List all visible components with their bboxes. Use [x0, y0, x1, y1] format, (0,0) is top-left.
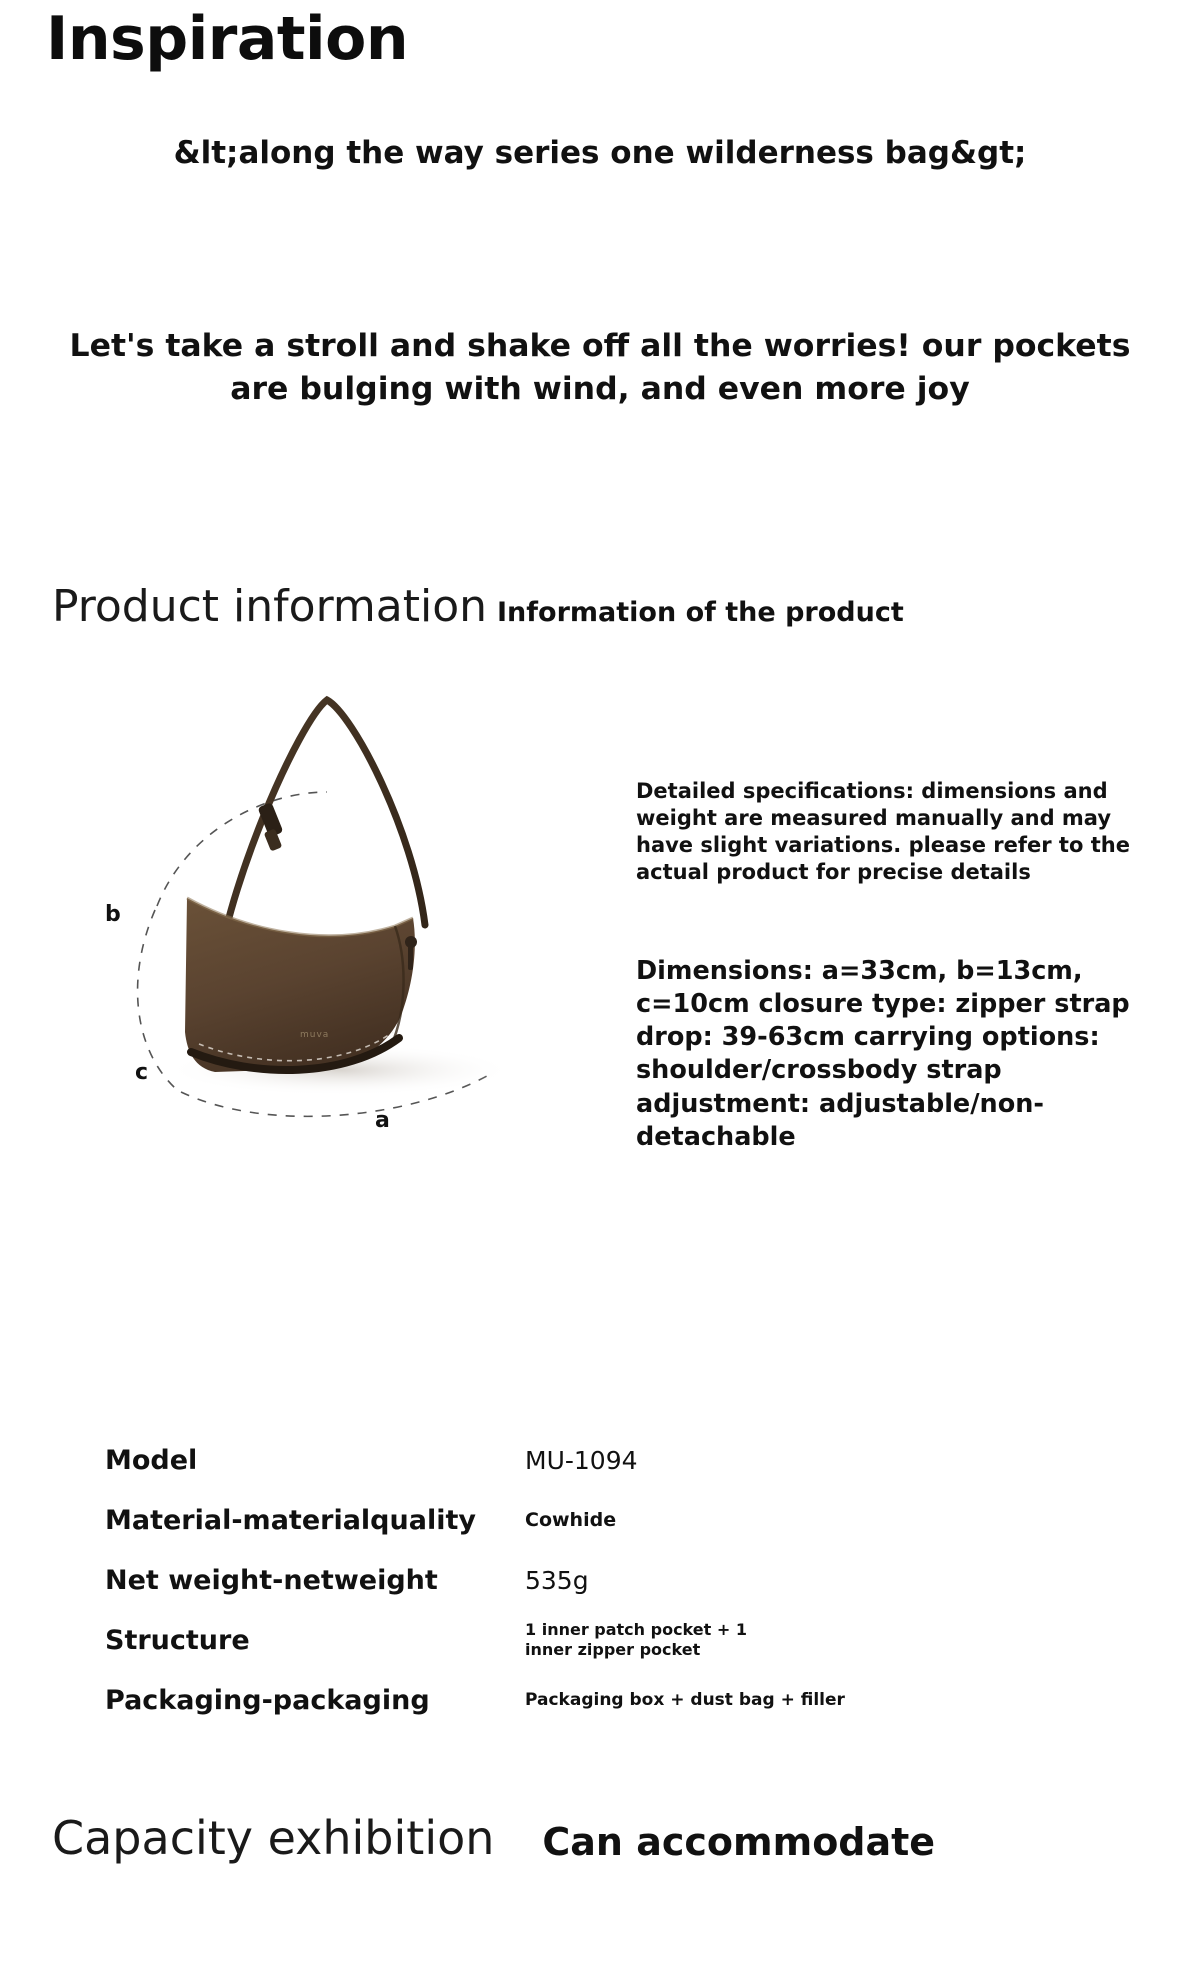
spec-key: Material-materialquality — [105, 1504, 476, 1536]
dimension-label-c: c — [135, 1060, 149, 1085]
product-information-heading-main: Product information — [52, 581, 487, 632]
table-row — [105, 1550, 1105, 1610]
spec-key: Packaging-packaging — [105, 1684, 430, 1716]
inspiration-body-text: Let's take a stroll and shake off all the worries! our pockets are bulging with wind, and even more joy — [69, 328, 1131, 407]
dimension-label-b: b — [105, 902, 121, 927]
inspiration-title: Inspiration — [46, 4, 409, 74]
inspiration-subtitle: &lt;along the way series one wilderness bag&gt; — [173, 135, 1027, 171]
capacity-heading — [52, 1811, 936, 1865]
spec-value: Packaging box + dust bag + filler — [525, 1690, 845, 1710]
table-row — [105, 1670, 1105, 1730]
spec-value: 535g — [525, 1565, 589, 1595]
spec-value: Cowhide — [525, 1509, 617, 1531]
spec-key: Net weight-netweight — [105, 1564, 438, 1596]
spec-key: Model — [105, 1444, 198, 1476]
svg-text:muva: muva — [300, 1030, 330, 1040]
spec-value: 1 inner patch pocket + 1 inner zipper pocket — [525, 1620, 747, 1659]
dimension-label-a: a — [375, 1108, 390, 1133]
product-information-heading-sub: Information of the product — [497, 597, 904, 628]
table-row — [105, 1430, 1105, 1490]
specification-dimensions: Dimensions: a=33cm, b=13cm, c=10cm closure type: zipper strap drop: 39-63cm carrying options: shoulder/crossbody strap adjustment: adjustable/non-detachable — [636, 956, 1130, 1152]
product-information-heading — [52, 581, 904, 632]
product-figure — [95, 680, 615, 1320]
table-row — [105, 1610, 1105, 1670]
table-row — [105, 1490, 1105, 1550]
specification-note: Detailed specifications: dimensions and weight are measured manually and may have slight variations. please refer to the actual product for precise details — [636, 779, 1130, 884]
capacity-heading-main: Capacity exhibition — [52, 1811, 495, 1865]
spec-key: Structure — [105, 1624, 250, 1656]
specification-table — [105, 1430, 1105, 1730]
capacity-heading-sub: Can accommodate — [542, 1820, 936, 1864]
bag-illustration — [95, 680, 615, 1320]
spec-value: MU-1094 — [525, 1445, 638, 1475]
